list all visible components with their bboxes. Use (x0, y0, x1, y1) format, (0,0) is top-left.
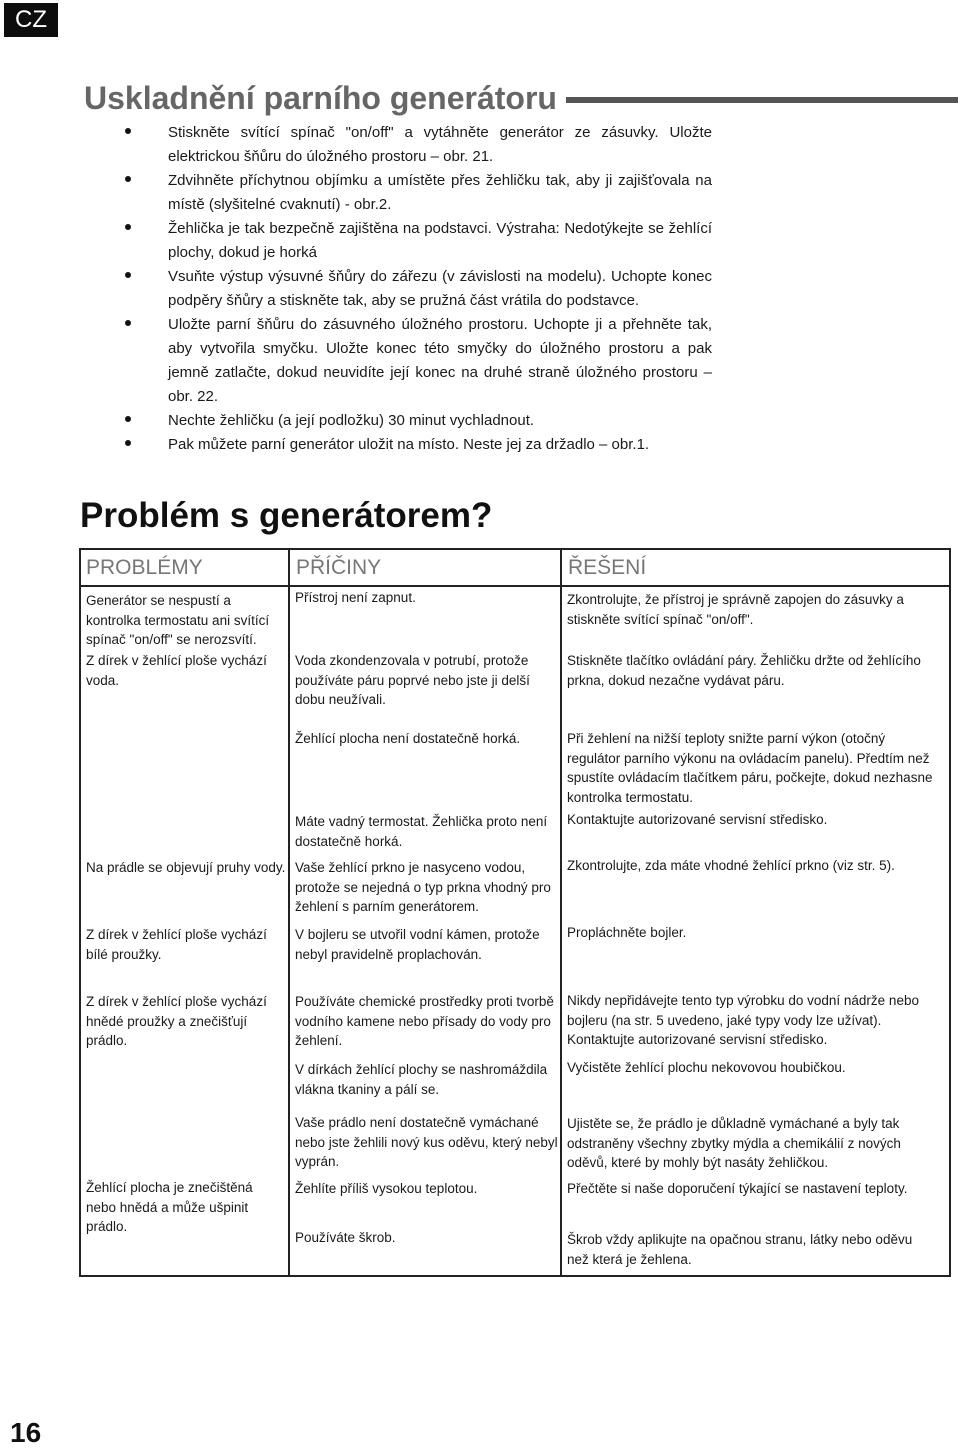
problem-cell: Na prádle se objevují pruhy vody. (86, 860, 286, 875)
page-number: 16 (10, 1417, 42, 1448)
cause-cell: Používáte škrob. (295, 1230, 396, 1245)
solution-cell: Při žehlení na nižší teploty snižte parní výkon (otočný regulátor parního výkonu na ovládacím panelu). Předtím než spustíte ovládacím tlačítkem páru, počkejte, dokud nezhasne kontrolka termostatu. (567, 731, 933, 805)
cause-cell: Voda zkondenzovala v potrubí, protože používáte páru poprvé nebo jste ji delší dobu neužívali. (295, 653, 530, 707)
header-causes: PŘÍČINY (296, 556, 382, 579)
solution-cell: Vyčistěte žehlící plochu nekovovou houbičkou. (567, 1060, 846, 1075)
column-divider (560, 550, 562, 1275)
storage-instructions (120, 121, 712, 457)
solution-cell: Ujistěte se, že prádlo je důkladně vymáchané a byly tak odstraněny všechny zbytky mýdla a chemikálií z nových oděvů, které by mohly být nasáty žehličkou. (567, 1116, 901, 1170)
solution-cell: Zkontrolujte, že přístroj je správně zapojen do zásuvky a stiskněte svítící spínač "on/off". (567, 592, 904, 627)
header-problems: PROBLÉMY (86, 556, 203, 579)
solution-cell: Stiskněte tlačítko ovládání páry. Žehličku držte od žehlícího prkna, dokud nezačne vydávat páru. (567, 653, 921, 688)
instruction-item: Vsuňte výstup výsuvné šňůry do zářezu (v závislosti na modelu). Uchopte konec podpěry šňůry a stiskněte tak, aby se pružná část vrátila do podstavce. (120, 265, 712, 313)
problem-cell: Z dírek v žehlící ploše vychází bílé proužky. (86, 927, 267, 962)
language-badge: CZ (4, 3, 58, 37)
section-title: Uskladnění parního generátoru (84, 80, 557, 116)
instruction-item: Zdvihněte příchytnou objímku a umístěte přes žehličku tak, aby ji zajišťovala na místě (slyšitelné cvaknutí) - obr.2. (120, 169, 712, 217)
cause-cell: Žehlící plocha není dostatečně horká. (295, 731, 521, 746)
troubleshooting-title: Problém s generátorem? (80, 496, 493, 535)
cause-cell: Žehlíte příliš vysokou teplotou. (295, 1181, 478, 1196)
instruction-item: Stiskněte svítící spínač "on/off" a vytáhněte generátor ze zásuvky. Uložte elektrickou šňůru do úložného prostoru – obr. 21. (120, 121, 712, 169)
solution-cell: Přečtěte si naše doporučení týkající se nastavení teploty. (567, 1181, 908, 1196)
solution-cell: Zkontrolujte, zda máte vhodné žehlící prkno (viz str. 5). (567, 858, 895, 873)
cause-cell: Vaše prádlo není dostatečně vymáchané nebo jste žehlili nový kus oděvu, který nebyl vyprán. (295, 1115, 558, 1169)
solution-cell: Kontaktujte autorizované servisní středisko. (567, 812, 828, 827)
solution-cell: Škrob vždy aplikujte na opačnou stranu, látky nebo oděvu než která je žehlena. (567, 1232, 913, 1267)
solution-cell: Propláchněte bojler. (567, 925, 687, 940)
problem-cell: Z dírek v žehlící ploše vychází hnědé proužky a znečišťují prádlo. (86, 994, 267, 1048)
cause-cell: V dírkách žehlící plochy se nashromáždila vlákna tkaniny a pálí se. (295, 1062, 548, 1097)
cause-cell: Máte vadný termostat. Žehlička proto není dostatečně horká. (295, 814, 548, 849)
cause-cell: Vaše žehlící prkno je nasyceno vodou, protože se nejedná o typ prkna vhodný pro žehlení s parním generátorem. (295, 860, 551, 914)
cause-cell: Používáte chemické prostředky proti tvorbě vodního kamene nebo přísady do vody pro žehlení. (295, 994, 554, 1048)
instruction-item: Žehlička je tak bezpečně zajištěna na podstavci. Výstraha: Nedotýkejte se žehlící plochy, dokud je horká (120, 217, 712, 265)
title-rule (566, 97, 958, 103)
header-divider (81, 585, 949, 587)
troubleshooting-table (79, 548, 951, 1277)
instruction-item: Pak můžete parní generátor uložit na místo. Neste jej za držadlo – obr.1. (120, 433, 712, 457)
cause-cell: V bojleru se utvořil vodní kámen, protože nebyl pravidelně proplachován. (295, 927, 540, 962)
problem-cell: Generátor se nespustí a kontrolka termostatu ani svítící spínač "on/off" se nerozsvítí. (86, 593, 270, 647)
solution-cell: Nikdy nepřidávejte tento typ výrobku do vodní nádrže nebo bojleru (na str. 5 uvedeno, jaké typy vody lze užívat). Kontaktujte autorizované servisní středisko. (567, 993, 919, 1047)
instruction-item: Nechte žehličku (a její podložku) 30 minut vychladnout. (120, 409, 712, 433)
column-divider (288, 550, 290, 1275)
cause-cell: Přístroj není zapnut. (295, 590, 416, 605)
problem-cell: Žehlící plocha je znečištěná nebo hnědá a může ušpinit prádlo. (86, 1180, 253, 1234)
instruction-item: Uložte parní šňůru do zásuvného úložného prostoru. Uchopte ji a přehněte tak, aby vytvořila smyčku. Uložte konec této smyčky do úložného prostoru a pak jemně zatlačte, dokud neuvidíte její konec na druhé straně úložného prostoru – obr. 22. (120, 313, 712, 409)
header-solutions: ŘEŠENÍ (568, 556, 647, 579)
problem-cell: Z dírek v žehlící ploše vychází voda. (86, 653, 267, 688)
